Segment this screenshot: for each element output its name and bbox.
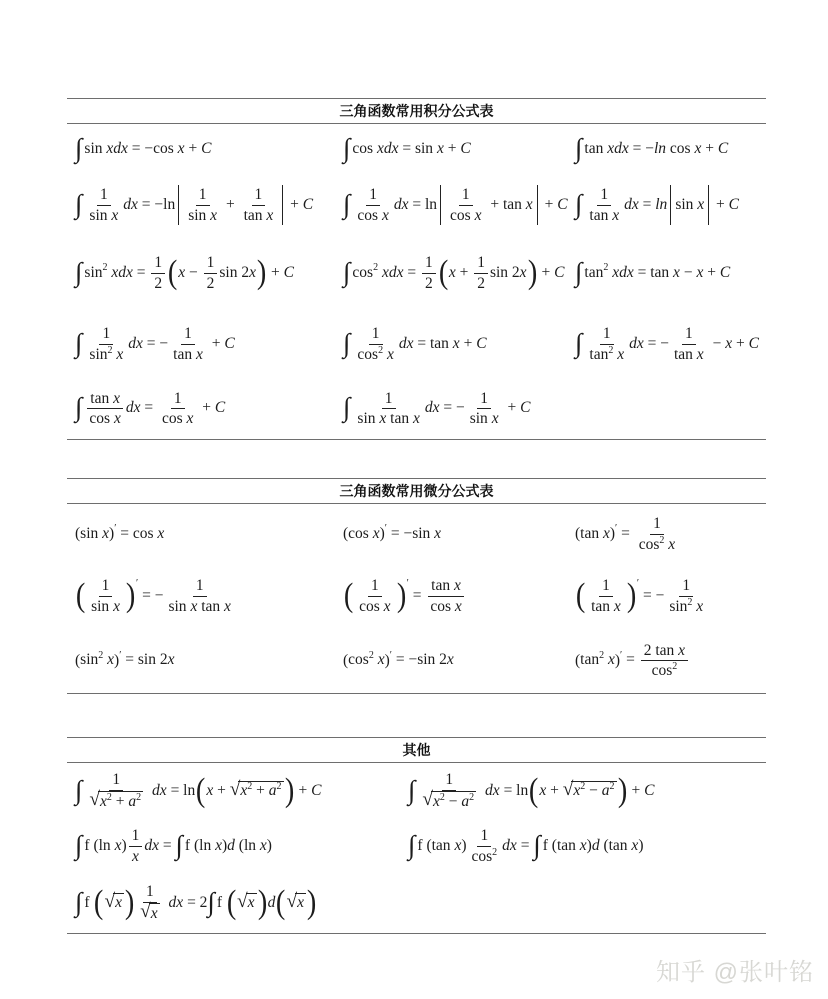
integral-sign: ∫ xyxy=(75,256,83,287)
formula: ∫ f ( √ x ) 1 √ x dx = 2 ∫ f ( √ x ) d ( √ x ) xyxy=(75,883,317,923)
parenthesized-group: ( tan x ) xyxy=(551,836,592,855)
formula: ∫ $\frac{\text{tan x}}{\text{cos x}}$ dx = $\frac{1}{\text{cos x}}$ + C xyxy=(75,389,226,427)
square-root: √ $x^2 - a^2$ xyxy=(422,789,475,811)
fraction: $\frac{1}{\text{cos x}}$ xyxy=(450,186,482,224)
fraction: $\frac{1}{\text{sin x}}$ xyxy=(188,186,218,224)
formula-row xyxy=(67,819,766,873)
formula: ( cos x ) ′ = −sin x xyxy=(343,523,442,543)
watermark: 知乎 @张叶铭 xyxy=(655,959,814,986)
formula: ( $\frac{1}{\text{sin x}}$ ) ′ = − $\frac{1}{\text{sin x tan x}}$ xyxy=(75,576,343,616)
formula: ∫ $\frac{1}{\sin^2 x}$ dx = − $\frac{1}{\text{tan x}}$ + C xyxy=(75,325,235,363)
fraction: $\frac{1}{\text{sin x}}$ xyxy=(91,577,120,615)
formula: ( tan $^2$ x ) ′ = $\frac{\text{2 tan x}}{\cos^2}$ xyxy=(575,641,774,681)
formula-row xyxy=(67,628,766,693)
fraction: $\frac{1}{\text{sin x}}$ xyxy=(89,186,119,224)
fraction: $\frac{1}{2}$ xyxy=(422,253,436,293)
fraction: $\frac{1}{x}$ xyxy=(129,826,143,866)
formula-row xyxy=(67,873,766,933)
integral-sign: ∫ xyxy=(408,774,416,805)
section-header xyxy=(67,478,766,504)
integral-sign: ∫ xyxy=(408,829,416,860)
integral-sign: ∫ xyxy=(75,188,83,219)
fraction: $\frac{1}{\text{tan x}}$ xyxy=(591,577,621,615)
square-root: √ $x^2 + a^2$ xyxy=(89,789,142,811)
formula-row xyxy=(67,124,766,174)
integral-sign: ∫ xyxy=(575,256,583,287)
formula-row xyxy=(67,236,766,310)
formula: ∫ sin xdx = −cos x + C xyxy=(75,132,212,163)
formula: ( $\frac{1}{\text{cos x}}$ ) ′ = $\frac{\text{tan x}}{\text{cos x}}$ xyxy=(343,576,575,616)
formula-rows xyxy=(67,124,766,440)
integral-sign: ∫ xyxy=(533,829,541,860)
formula-row xyxy=(67,310,766,378)
parenthesized-group: ( ln x ) xyxy=(93,836,127,855)
formula-rows xyxy=(67,763,766,934)
parenthesized-group: ( cos x ) xyxy=(343,524,385,543)
formula: ∫ f ( tan x ) $\frac{1}{\cos^2}$ dx = ∫ f ( tan x ) d ( tan x ) xyxy=(408,827,644,865)
parenthesized-group: ( x − $\frac{1}{2}$ sin 2 x ) xyxy=(167,254,267,292)
integral-sign: ∫ xyxy=(175,829,183,860)
parenthesized-group: ( tan x ) xyxy=(575,524,616,543)
fraction: $\frac{1}{\cos^2 x}$ xyxy=(638,515,676,553)
fraction: $\frac{1}{\text{tan x}}$ xyxy=(173,325,203,363)
fraction: $\frac{1}{\cos^2}$ xyxy=(471,827,498,865)
square-root: √ $x^2 - a^2$ xyxy=(562,779,615,801)
parenthesized-group: ( tan $^2$ x ) xyxy=(575,649,621,669)
integral-sign: ∫ xyxy=(207,886,215,917)
integral-sign: ∫ xyxy=(343,392,351,423)
parenthesized-group: ( sin $^2$ x ) xyxy=(75,649,120,669)
fraction: $\frac{1}{\text{tan x}}$ xyxy=(589,186,620,224)
parenthesized-group: ( $\frac{1}{\text{sin x}}$ ) xyxy=(75,577,136,615)
fraction: 1 √ x xyxy=(140,883,158,923)
parenthesized-group: ( √ x ) xyxy=(276,884,317,921)
fraction: $\frac{1}{\sin^2 x}$ xyxy=(669,577,704,615)
formula: ∫ tan $^2$ xdx = tan x − x + C xyxy=(575,256,731,287)
formula-rows xyxy=(67,504,766,694)
integral-sign: ∫ xyxy=(75,886,83,917)
section-derivative-table xyxy=(67,478,766,694)
formula: ∫ $\frac{1}{\cos^2 x}$ dx = tan x + C xyxy=(343,325,487,363)
section-title: 三角函数常用微分公式表 xyxy=(339,483,494,499)
parenthesized-group: ( ln x ) xyxy=(193,836,228,855)
formula: ∫ cos $^2$ xdx = $\frac{1}{2}$ ( x + $\frac{1}{2}$ sin 2 x ) + C xyxy=(343,254,565,292)
section-title: 三角函数常用积分公式表 xyxy=(339,103,494,119)
formula: ∫ f ( ln x ) $\frac{1}{x}$ dx = ∫ f ( ln x ) d ( ln x ) xyxy=(75,827,272,865)
section-other-table xyxy=(67,737,766,934)
formula: ∫ 1 √ $x^2 + a^2$ dx = ln ( x + √ $x^2 + a^2$ ) + C xyxy=(75,771,322,811)
integral-sign: ∫ xyxy=(75,774,83,805)
formula: ∫ $\frac{1}{\text{cos x}}$ dx = ln $\frac{1}{\text{cos x}}$ + tan x + C xyxy=(343,186,568,224)
parenthesized-group: ( tan x ) xyxy=(603,836,644,855)
square-root: √ $x^2 + a^2$ xyxy=(229,779,282,801)
absolute-value-group: $\frac{1}{\text{cos x}}$ + tan x xyxy=(440,185,538,225)
integral-sign: ∫ xyxy=(343,132,351,163)
fraction: 1 √ $x^2 + a^2$ xyxy=(89,771,142,811)
parenthesized-group: ( √ x ) xyxy=(226,884,267,921)
fraction: $\frac{1}{\tan^2 x}$ xyxy=(589,325,625,363)
formula: ( cos $^2$ x ) ′ = −sin 2 x xyxy=(343,649,454,669)
integral-sign: ∫ xyxy=(343,188,351,219)
fraction: $\frac{1}{\text{sin x tan x}}$ xyxy=(168,577,231,615)
fraction: $\frac{1}{\text{sin x}}$ xyxy=(469,389,499,427)
formula: ∫ $\frac{1}{\text{sin x}}$ dx = −ln $\frac{1}{\text{sin x}}$ + $\frac{1}{\text{tan x}}$ + C xyxy=(75,186,314,224)
parenthesized-group: ( cos $^2$ x ) xyxy=(343,649,390,669)
parenthesized-group: ( √ x ) xyxy=(94,884,135,921)
integral-sign: ∫ xyxy=(575,188,583,219)
formula-row xyxy=(67,378,766,439)
section-header xyxy=(67,98,766,124)
fraction: $\frac{\text{tan x}}{\text{cos x}}$ xyxy=(86,389,123,429)
fraction: $\frac{\text{2 tan x}}{\cos^2}$ xyxy=(641,641,688,681)
parenthesized-group: ( x + √ $x^2 - a^2$ ) xyxy=(529,772,627,809)
fraction: $\frac{1}{\cos^2 x}$ xyxy=(357,325,394,363)
parenthesized-group: ( $\frac{1}{\text{tan x}}$ ) xyxy=(575,577,637,615)
fraction: $\frac{1}{2}$ xyxy=(151,253,165,293)
formula-row xyxy=(67,564,766,628)
integral-sign: ∫ xyxy=(575,327,583,358)
fraction: $\frac{1}{2}$ xyxy=(474,253,488,293)
fraction: $\frac{1}{\text{cos x}}$ xyxy=(357,186,389,224)
parenthesized-group: ( x + √ $x^2 + a^2$ ) xyxy=(196,772,294,809)
integral-sign: ∫ xyxy=(75,829,83,860)
integral-sign: ∫ xyxy=(75,327,83,358)
formula: ∫ $\frac{1}{\text{sin x tan x}}$ dx = − $\frac{1}{\text{sin x}}$ + C xyxy=(343,389,531,427)
absolute-value-group: $\frac{1}{\text{sin x}}$ + $\frac{1}{\text{tan x}}$ xyxy=(178,185,283,225)
formula: ∫ 1 √ $x^2 - a^2$ dx = ln ( x + √ $x^2 - a^2$ ) + C xyxy=(408,771,655,811)
square-root: √ x xyxy=(286,891,304,913)
integral-sign: ∫ xyxy=(343,256,351,287)
fraction: $\frac{1}{\text{sin x tan x}}$ xyxy=(357,389,420,427)
section-header xyxy=(67,737,766,763)
formula: ∫ tan xdx = − ln cos x + C xyxy=(575,132,729,163)
fraction: $\frac{1}{2}$ xyxy=(204,253,218,293)
parenthesized-group: ( tan x ) xyxy=(426,836,467,855)
section-title: 其他 xyxy=(402,742,431,758)
formula-row xyxy=(67,174,766,236)
formula-row xyxy=(67,504,766,564)
fraction: 1 √ $x^2 - a^2$ xyxy=(422,771,475,811)
square-root: √ x xyxy=(140,901,158,923)
formula: ( tan x ) ′ = $\frac{1}{\cos^2 x}$ xyxy=(575,514,774,554)
parenthesized-group: ( x + $\frac{1}{2}$ sin 2 x ) xyxy=(438,254,537,292)
formula: ( $\frac{1}{\text{tan x}}$ ) ′ = − $\frac{1}{\sin^2 x}$ xyxy=(575,576,774,616)
absolute-value-group: sin x xyxy=(670,185,709,225)
integral-sign: ∫ xyxy=(75,392,83,423)
fraction: $\frac{1}{\sin^2 x}$ xyxy=(89,325,124,363)
fraction: $\frac{1}{\text{tan x}}$ xyxy=(243,186,274,224)
square-root: √ x xyxy=(104,891,123,913)
formula: ∫ cos xdx = sin x + C xyxy=(343,132,471,163)
formula: ( sin x ) ′ = cos x xyxy=(75,523,165,543)
parenthesized-group: ( $\frac{1}{\text{cos x}}$ ) xyxy=(343,577,406,615)
parenthesized-group: ( sin x ) xyxy=(75,524,115,543)
formula: ( sin $^2$ x ) ′ = sin 2 x xyxy=(75,649,175,669)
section-integral-table xyxy=(67,98,766,440)
fraction: $\frac{1}{\text{cos x}}$ xyxy=(161,389,194,427)
formula-row xyxy=(67,763,766,819)
parenthesized-group: ( ln x ) xyxy=(238,836,272,855)
fraction: $\frac{1}{\text{tan x}}$ xyxy=(673,325,704,363)
formula: ∫ $\frac{1}{\text{tan x}}$ dx = ln sin x + C xyxy=(575,186,740,224)
formula: ∫ sin $^2$ xdx = $\frac{1}{2}$ ( x − $\frac{1}{2}$ sin 2 x ) + C xyxy=(75,254,294,292)
integral-sign: ∫ xyxy=(75,132,83,163)
integral-sign: ∫ xyxy=(575,132,583,163)
formula: ∫ $\frac{1}{\tan^2 x}$ dx = − $\frac{1}{\text{tan x}}$ − x + C xyxy=(575,325,759,363)
fraction: $\frac{\text{tan x}}{\text{cos x}}$ xyxy=(427,576,464,616)
square-root: √ x xyxy=(236,891,255,913)
integral-sign: ∫ xyxy=(343,327,351,358)
fraction: $\frac{1}{\text{cos x}}$ xyxy=(359,577,391,615)
